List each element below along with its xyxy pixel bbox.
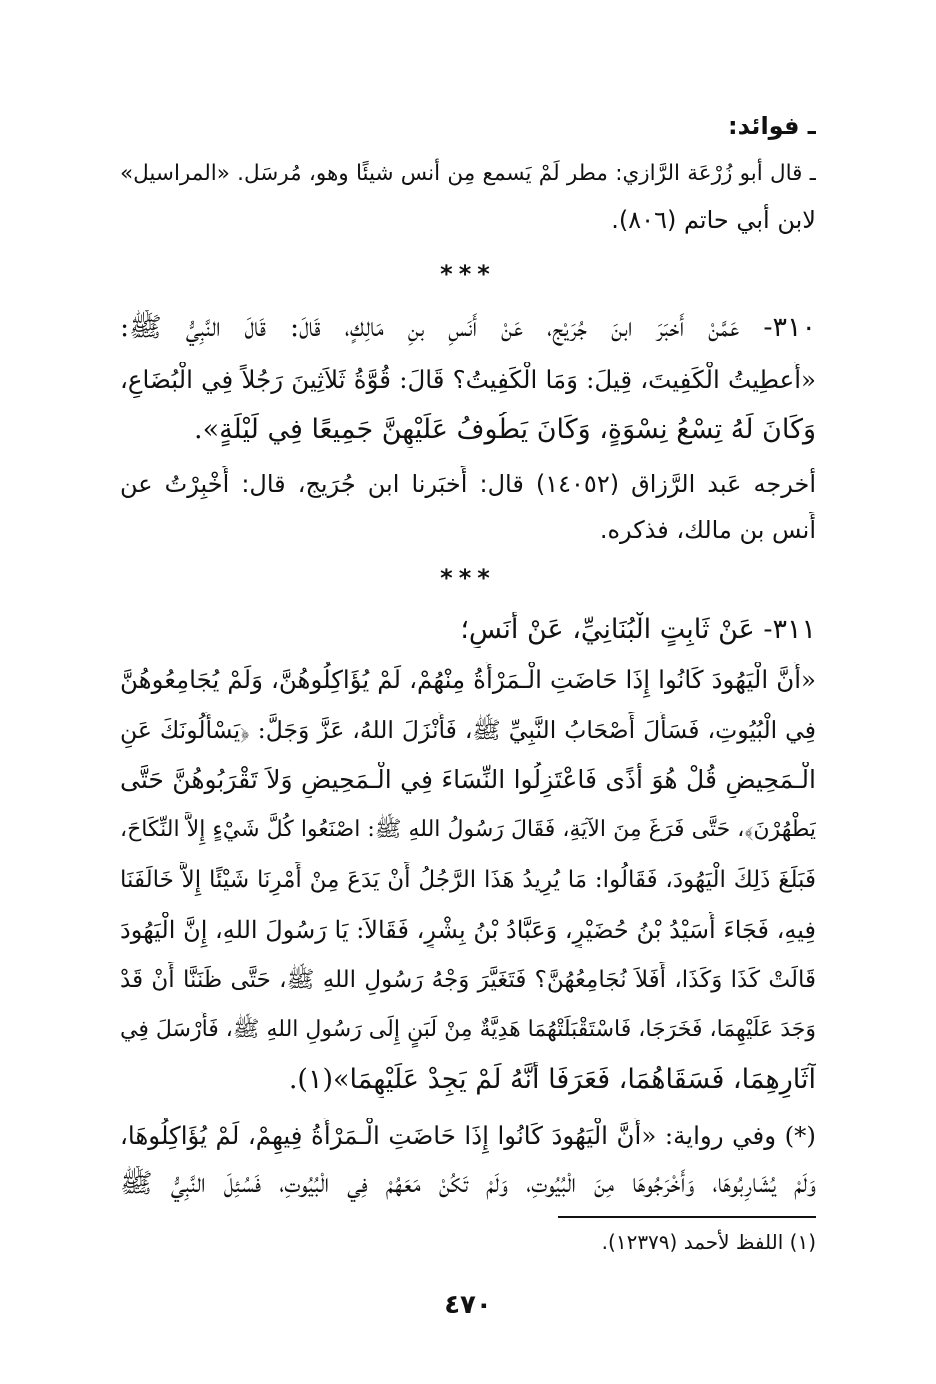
hadith-310-source-line: أَنس بن مالك، فذكره.	[599, 516, 816, 544]
hadith-311-line: آثَارِهِمَا، فَسَقَاهُمَا، فَعَرَفَا أَنَّهُ لَمْ يَجِدْ عَلَيْهِمَا»(١).	[288, 1064, 816, 1095]
footnote-separator	[558, 1216, 816, 1218]
hadith-311-line: ٣١١- عَنْ ثَابِتٍ الْبُنَانِيِّ، عَنْ أَنَسٍ؛	[460, 614, 816, 645]
footnote: (١) اللفظ لأحمد (١٢٣٧٩).	[601, 1230, 816, 1254]
hadith-311-variant-line: (*) وفي رواية: «أَنَّ الْيَهُودَ كَانُوا إِذَا حَاضَتِ الْـمَرْأَةُ فِيهِمْ، لَمْ يُؤَاكِلُوهَا،	[120, 1121, 816, 1150]
hadith-311-line: «أَنَّ الْيَهُودَ كَانُوا إِذَا حَاضَتِ الْـمَرْأَةُ مِنْهُمْ، لَمْ يُؤَاكِلُوهُنَّ، وَلَمْ يُجَامِعُوهُنَّ	[120, 665, 816, 694]
benefit-line: ـ قال أبو زُرْعَة الرَّازي: مطر لَمْ يَسمع مِن أنس شيئًا وهو، مُرسَل. «المراسيل»	[120, 161, 816, 186]
page-number: ٤٧٠	[444, 1290, 492, 1320]
hadith-311-line: وَجَدَ عَلَيْهِمَا، فَخَرَجَا، فَاسْتَقْبَلَتْهُمَا هَدِيَّةٌ مِنْ لَبَنٍ إِلَى رَسُولِ اللهِ ﷺ، فَأَرْسَلَ فِي	[120, 1017, 816, 1042]
hadith-311-line: فِيهِ، فَجَاءَ أُسَيْدُ بْنُ حُضَيْرٍ، وَعَبَّادُ بْنُ بِشْرٍ، فَقَالاَ: يَا رَسُولَ اللهِ، إِنَّ الْيَهُودَ	[120, 916, 816, 944]
benefit-line: لابن أبي حاتم (٨٠٦).	[611, 206, 816, 234]
section-separator: ***	[440, 564, 496, 592]
hadith-311-variant-line: وَلَمْ يُشَارِبُوهَا، وَأَخْرَجُوهَا مِنَ الْبُيُوتِ، وَلَمْ تَكُنْ مَعَهُمْ فِي الْبُيُوتِ، فَسُئِلَ النَّبِيُّ ﷺ	[120, 1168, 816, 1199]
hadith-310-line: ٣١٠- عَمَّنْ أَخبَرَ ابنَ جُرَيْجٍ، عَنْ أَنَسِ بنِ مَالِكٍ، قَالَ: قَالَ النَّبِيُّ ﷺ:	[120, 312, 816, 343]
hadith-311-line: فِي الْبُيُوتِ، فَسَأَلَ أَصْحَابُ النَّبِيِّ ﷺ، فَأَنْزَلَ اللهُ، عَزَّ وَجَلَّ: ﴿يَسْأَلُونَكَ عَنِ	[120, 716, 816, 744]
hadith-311-line: يَطْهُرْنَ﴾، حَتَّى فَرَغَ مِنَ الآيَةِ، فَقَالَ رَسُولُ اللهِ ﷺ: اصْنَعُوا كُلَّ شَيْءٍ إِلاَّ النِّكَاحَ،	[120, 817, 816, 842]
hadith-311-line: فَبَلَغَ ذَلِكَ الْيَهُودَ، فَقَالُوا: مَا يُرِيدُ هَذَا الرَّجُلُ أَنْ يَدَعَ مِنْ أَمْرِنَا شَيْئًا إِلاَّ خَالَفَنَا	[120, 867, 816, 893]
hadith-310-line: وَكَانَ لَهُ تِسْعُ نِسْوَةٍ، وَكَانَ يَطُوفُ عَلَيْهِنَّ جَمِيعًا فِي لَيْلَةٍ».	[193, 414, 816, 445]
hadith-311-line: الْـمَحِيضِ قُلْ هُوَ أَذًى فَاعْتَزِلُوا النِّسَاءَ فِي الْـمَحِيضِ وَلاَ تَقْرَبُوهُنَّ حَتَّى	[120, 765, 816, 794]
section-separator: ***	[440, 260, 496, 288]
hadith-310-source-line: أخرجه عَبد الرَّزاق (١٤٠٥٢) قال: أَخبَرنا ابن جُرَيج، قال: أُخْبِرْتُ عن	[120, 470, 816, 498]
benefits-heading: ـ فوائد:	[727, 112, 816, 140]
hadith-311-line: قَالَتْ كَذَا وَكَذَا، أَفَلاَ نُجَامِعُهُنَّ؟ فَتَغَيَّرَ وَجْهُ رَسُولِ اللهِ ﷺ، حَتَّى ظَنَنَّا أَنْ قَدْ	[120, 967, 816, 993]
hadith-310-line: «أُعطِيتُ الْكَفِيتَ، قِيلَ: وَمَا الْكَفِيتُ؟ قَالَ: قُوَّةُ ثَلاَثِينَ رَجُلاً فِي الْبُضَاعِ،	[120, 365, 816, 394]
